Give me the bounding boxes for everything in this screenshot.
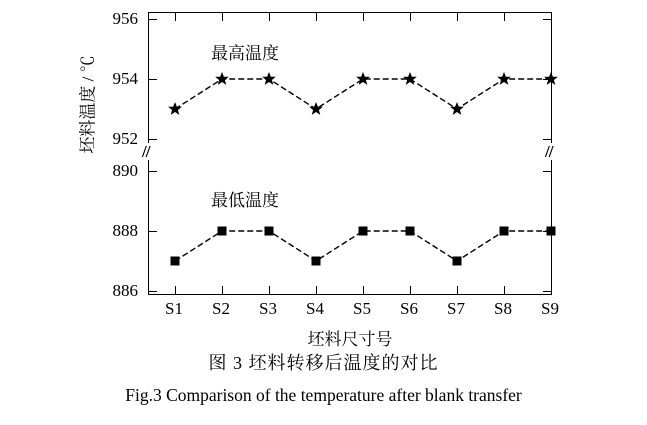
figure-caption-en: Fig.3 Comparison of the temperature after blank transfer [125,385,522,405]
y-axis-label: 坯料温度 / ℃ [78,55,98,154]
axis-break-right-icon: // [545,142,553,161]
y-tick-label: 952 [112,129,138,148]
x-tick-label: S1 [165,299,183,318]
series-markers-low [171,227,556,266]
y-tick-label: 886 [112,281,138,300]
x-axis-label: 坯料尺寸号 [307,330,393,349]
series-layer [149,13,553,296]
y-tick-label: 888 [112,221,138,240]
axis-break-left-icon: // [142,142,150,161]
annotation-low-temperature: 最低温度 [211,191,279,210]
y-tick-label: 890 [112,161,138,180]
x-tick-label: S3 [259,299,277,318]
y-tick-label: 956 [112,9,138,28]
annotation-high-temperature: 最高温度 [211,44,279,63]
x-tick-label: S6 [400,299,418,318]
figure-caption-cn: 图 3 坯料转移后温度的对比 [208,353,439,373]
x-tick-label: S9 [541,299,559,318]
x-tick-label: S5 [353,299,371,318]
series-line-high [175,79,551,109]
x-tick-label: S2 [212,299,230,318]
x-tick-label: S8 [494,299,512,318]
series-markers-high [168,72,558,115]
y-tick-label: 954 [112,69,138,88]
x-tick-label: S4 [306,299,324,318]
plot-area [148,12,552,295]
x-tick-label: S7 [447,299,465,318]
